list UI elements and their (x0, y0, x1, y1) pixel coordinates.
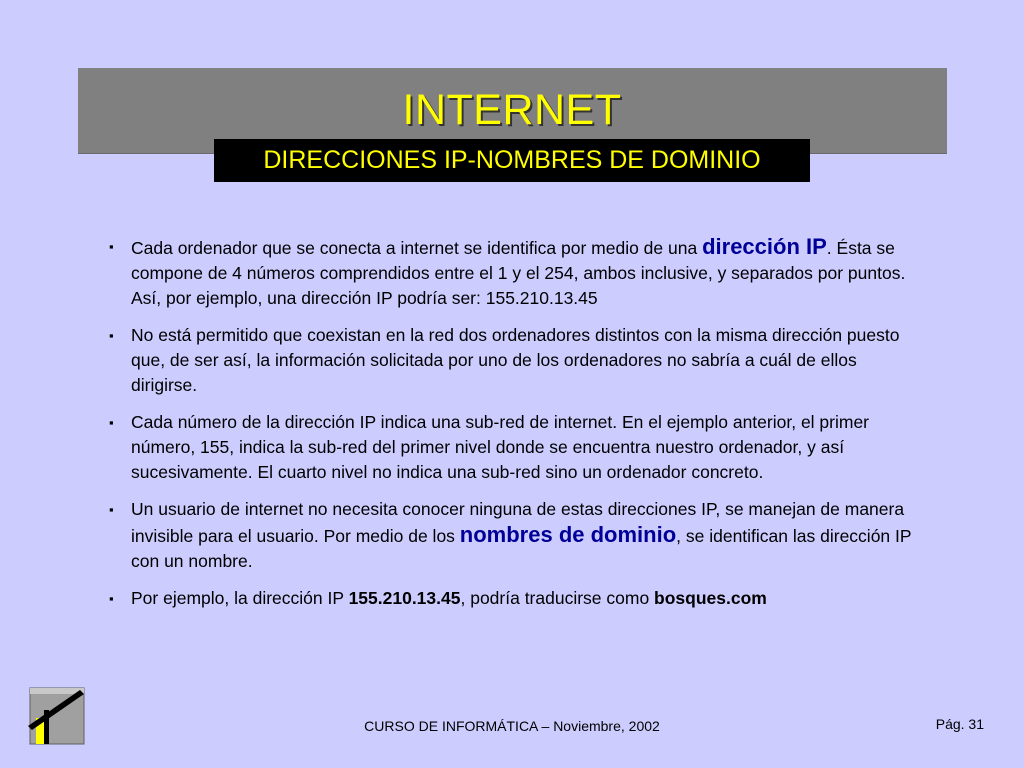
bullet-text: . Ésta se compone de 4 números comprendidos entre el 1 y el 254, ambos inclusive, y separados por puntos. Así, por ejemplo, una dirección IP podría ser: 155.210.13.45 (131, 238, 906, 308)
bullet-text: Un usuario de internet no necesita conocer ninguna de estas direcciones IP, se manejan de manera invisible para el usuario. Por medio de los (131, 499, 905, 546)
bullet-text: Cada ordenador que se conecta a internet se identifica por medio de una (131, 238, 703, 258)
bullet-item (108, 586, 918, 611)
bullet-marker-icon: ▪ (109, 591, 114, 606)
bullet-text: Por ejemplo, la dirección IP (131, 588, 349, 608)
bullet-marker-icon: ▪ (109, 239, 114, 254)
bullet-text: Cada número de la dirección IP indica una sub-red de internet. En el ejemplo anterior, el primer número, 155, indica la sub-red del primer nivel donde se encuentra nuestro ordenador, y así sucesivamente. El cuarto nivel no indica una sub-red sino un ordenador concreto. (131, 412, 870, 482)
keyword-text: dirección IP (702, 234, 827, 259)
bullet-item (108, 497, 918, 574)
bullet-marker-icon: ▪ (109, 415, 114, 430)
bullet-list (108, 234, 918, 623)
bullet-text: , se identifican las dirección IP con un nombre. (131, 526, 912, 571)
bold-text: 155.210.13.45 (348, 588, 461, 608)
bullet-text: No está permitido que coexistan en la red dos ordenadores distintos con la misma dirección puesto que, de ser así, la información solicitada por uno de los ordenadores no sabría a cuál de ellos dirigirse. (131, 325, 900, 395)
bullet-item (108, 410, 918, 485)
slide-title: INTERNET (402, 86, 622, 134)
bullet-marker-icon: ▪ (109, 328, 114, 343)
course-logo-icon (26, 686, 86, 746)
page-number: Pág. 31 (935, 716, 984, 732)
bold-text: bosques.com (654, 588, 767, 608)
bullet-text: , podría traducirse como (460, 588, 655, 608)
bullet-item (108, 323, 918, 398)
keyword-text: nombres de dominio (459, 522, 677, 547)
footer-text: CURSO DE INFORMÁTICA – Noviembre, 2002 (364, 718, 660, 734)
slide-subtitle: DIRECCIONES IP-NOMBRES DE DOMINIO (214, 139, 810, 182)
bullet-marker-icon: ▪ (109, 502, 114, 517)
bullet-item (108, 234, 918, 311)
